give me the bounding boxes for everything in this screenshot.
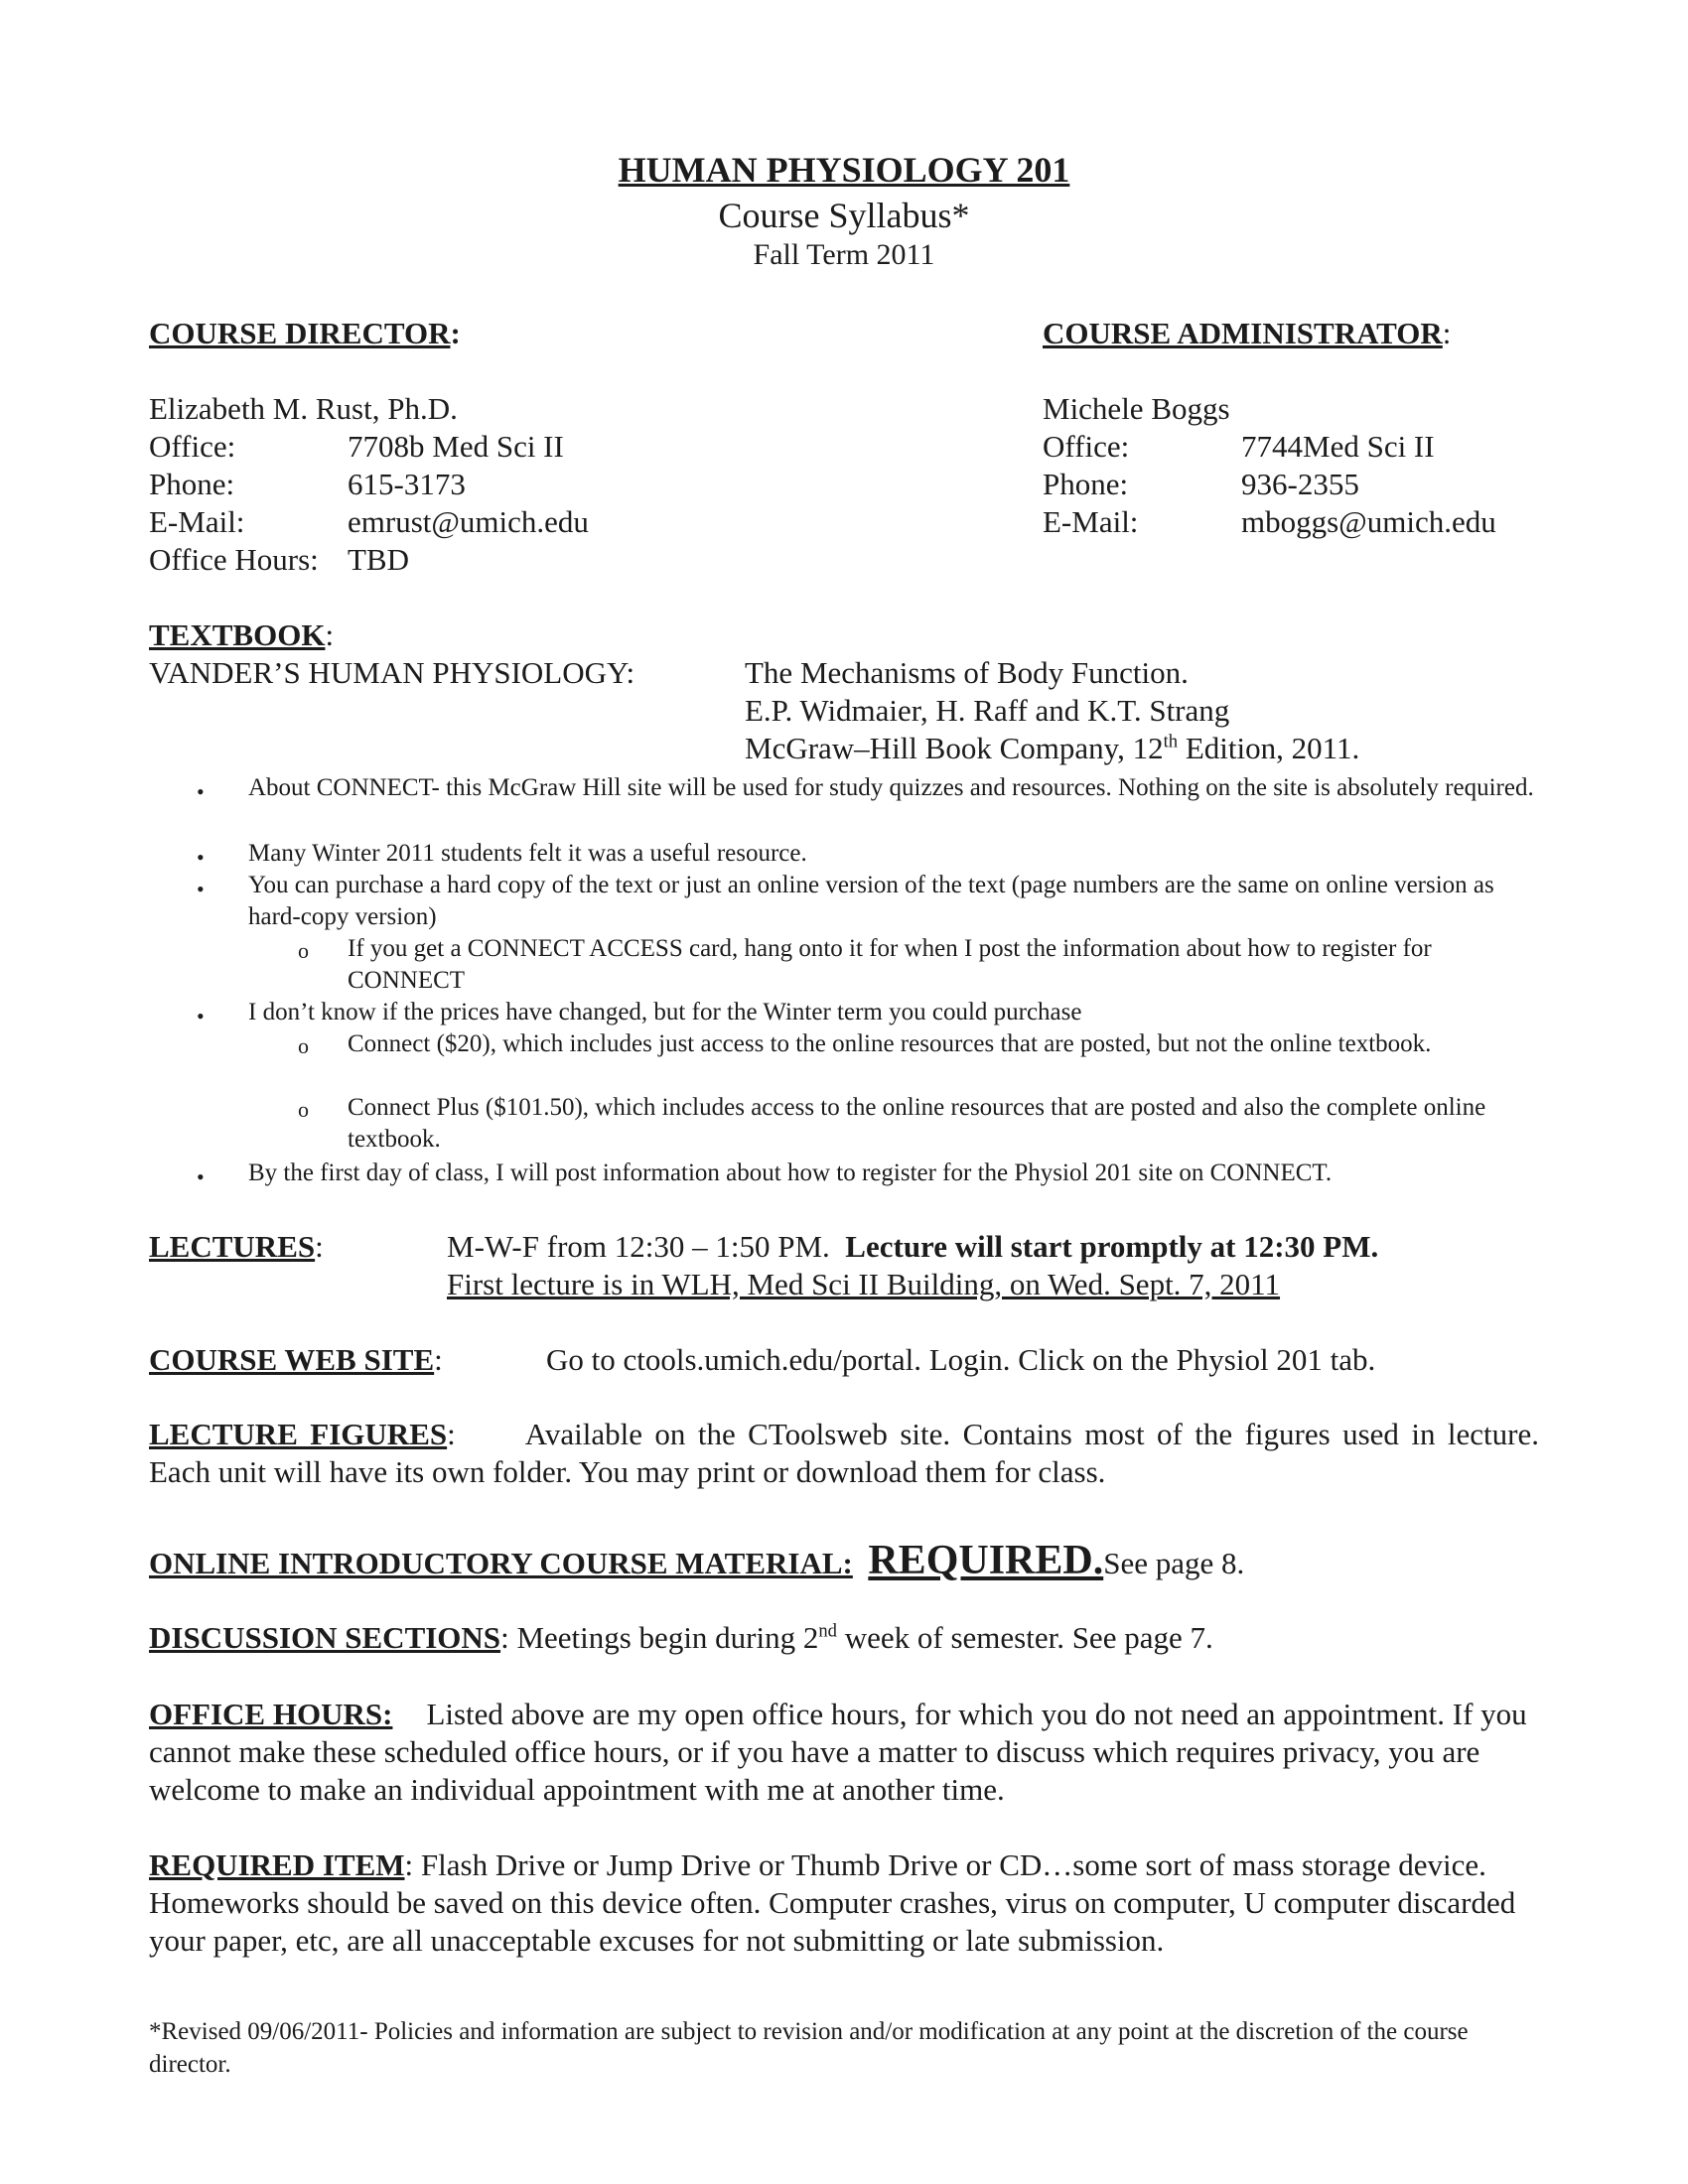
sub-bullet-item: Connect Plus ($101.50), which includes access to the online resources that are posted and also the complete online textbook. [348, 1094, 1486, 1153]
administrator-phone: 936-2355 [1241, 467, 1359, 501]
required-item-text: Flash Drive or Jump Drive or Thumb Drive or CD…some sort of mass storage device. Homeworks should be saved on this device often. Computer crashes, virus on computer, U computer discarded your paper, etc, are all unacceptable excuses for not submitting or late submission. [149, 1847, 1516, 1958]
textbook-publisher: McGraw–Hill Book Company, 12 [745, 731, 1164, 765]
lectures-first-location: First lecture is in WLH, Med Sci II Building, on Wed. Sept. 7, 2011 [447, 1267, 1281, 1301]
textbook-title: VANDER’S HUMAN PHYSIOLOGY: [149, 655, 635, 690]
discussion-text-end: week of semester. See page 7. [836, 1620, 1213, 1655]
online-heading: ONLINE INTRODUCTORY COURSE MATERIAL: [149, 1546, 853, 1580]
course-title: HUMAN PHYSIOLOGY 201 [618, 150, 1070, 190]
director-email: emrust@umich.edu [348, 504, 589, 539]
lectures-start-note: Lecture will start promptly at 12:30 PM. [845, 1229, 1379, 1264]
textbook-heading-colon: : [325, 617, 335, 652]
bullet-item: By the first day of class, I will post information about how to register for the Physiol 201 site on CONNECT. [248, 1160, 1333, 1186]
course-subtitle: Course Syllabus* [718, 196, 970, 235]
revision-footnote: *Revised 09/06/2011- Policies and information are subject to revision and/or modification at any point at the discretion of the course director. [149, 2018, 1469, 2078]
online-required: REQUIRED. [868, 1538, 1104, 1583]
bullet-item: You can purchase a hard copy of the text or just an online version of the text (page numbers are the same on online version as hard-copy version) [248, 872, 1494, 930]
director-heading-text: COURSE DIRECTOR [149, 316, 451, 350]
online-page-ref: See page 8. [1103, 1546, 1245, 1580]
sub-bullet-item: If you get a CONNECT ACCESS card, hang onto it for when I post the information about how to register for CONNECT [348, 935, 1432, 994]
administrator-office: 7744Med Sci II [1241, 429, 1435, 464]
lecture-figures-section [149, 1416, 1539, 1491]
lectures-heading-colon: : [315, 1229, 324, 1264]
director-hours-label: Office Hours: [149, 542, 319, 577]
office-hours-text: Listed above are my open office hours, for which you do not need an appointment. If you cannot make these scheduled office hours, or if you have a matter to discuss which requires privacy, you are welcome to make an individual appointment with me at another time. [149, 1697, 1527, 1807]
sub-bullet-marker: o [298, 1033, 309, 1058]
director-phone: 615-3173 [348, 467, 466, 501]
textbook-edition: Edition, 2011. [1178, 731, 1360, 765]
textbook-line-2: E.P. Widmaier, H. Raff and K.T. Strang [745, 693, 1230, 728]
required-item-colon: : [404, 1847, 414, 1882]
bullet-item: About CONNECT- this McGraw Hill site will be used for study quizzes and resources. Nothing on the site is absolutely required. [248, 774, 1534, 801]
director-email-label: E-Mail: [149, 504, 245, 539]
bullet-marker: • [197, 845, 205, 870]
figures-heading-colon: : [447, 1417, 456, 1451]
textbook-line-1: The Mechanisms of Body Function. [745, 655, 1189, 690]
textbook-line-3 [745, 731, 1359, 766]
website-instructions: Go to ctools.umich.edu/portal. Login. Click on the Physiol 201 tab. [546, 1342, 1376, 1377]
textbook-heading-text: TEXTBOOK [149, 617, 326, 652]
textbook-heading [149, 617, 334, 653]
administrator-heading-text: COURSE ADMINISTRATOR [1043, 316, 1443, 350]
online-material-line [149, 1537, 1244, 1584]
sub-bullet-marker: o [298, 938, 309, 963]
bullet-marker: • [197, 779, 205, 804]
office-hours-section [149, 1696, 1539, 1809]
administrator-name: Michele Boggs [1043, 391, 1230, 426]
bullet-marker: • [197, 1164, 205, 1189]
discussion-text-start: Meetings begin during 2 [508, 1620, 819, 1655]
figures-description: Available on the CToolsweb site. Contains most of the figures used in lecture. Each unit will have its own folder. You may print or download them for class. [149, 1417, 1539, 1489]
sub-bullet-item: Connect ($20), which includes just access to the online resources that are posted, but not the online textbook. [348, 1030, 1432, 1057]
director-office-label: Office: [149, 429, 236, 464]
discussion-heading-colon: : [500, 1620, 509, 1655]
lectures-time: M-W-F from 12:30 – 1:50 PM. [447, 1229, 830, 1264]
lectures-heading [149, 1229, 324, 1265]
director-office: 7708b Med Sci II [348, 429, 564, 464]
director-name: Elizabeth M. Rust, Ph.D. [149, 391, 458, 426]
discussion-heading: DISCUSSION SECTIONS [149, 1620, 501, 1655]
figures-heading-text: LECTURE FIGURES [149, 1417, 448, 1451]
website-heading [149, 1342, 443, 1378]
administrator-heading-colon: : [1442, 316, 1452, 350]
administrator-phone-label: Phone: [1043, 467, 1129, 501]
office-hours-heading: OFFICE HOURS: [149, 1697, 393, 1731]
administrator-email-label: E-Mail: [1043, 504, 1139, 539]
lectures-time-line [447, 1229, 1378, 1265]
website-heading-colon: : [434, 1342, 443, 1377]
discussion-sup: nd [818, 1620, 837, 1642]
director-hours: TBD [348, 542, 409, 577]
required-item-heading: REQUIRED ITEM [149, 1847, 405, 1882]
website-heading-text: COURSE WEB SITE [149, 1342, 435, 1377]
administrator-office-label: Office: [1043, 429, 1130, 464]
bullet-marker: • [197, 1004, 205, 1028]
lectures-heading-text: LECTURES [149, 1229, 316, 1264]
course-term: Fall Term 2011 [753, 238, 935, 271]
textbook-edition-sup: th [1163, 731, 1179, 752]
bullet-item: Many Winter 2011 students felt it was a useful resource. [248, 840, 807, 867]
director-heading-colon: : [450, 316, 461, 350]
bullet-item: I don’t know if the prices have changed, but for the Winter term you could purchase [248, 999, 1082, 1025]
administrator-heading [1043, 316, 1451, 351]
bullet-marker: • [197, 877, 205, 901]
administrator-email: mboggs@umich.edu [1241, 504, 1496, 539]
director-phone-label: Phone: [149, 467, 235, 501]
required-item-section [149, 1846, 1539, 1960]
discussion-line [149, 1620, 1213, 1656]
sub-bullet-marker: o [298, 1097, 309, 1122]
director-heading [149, 316, 461, 351]
